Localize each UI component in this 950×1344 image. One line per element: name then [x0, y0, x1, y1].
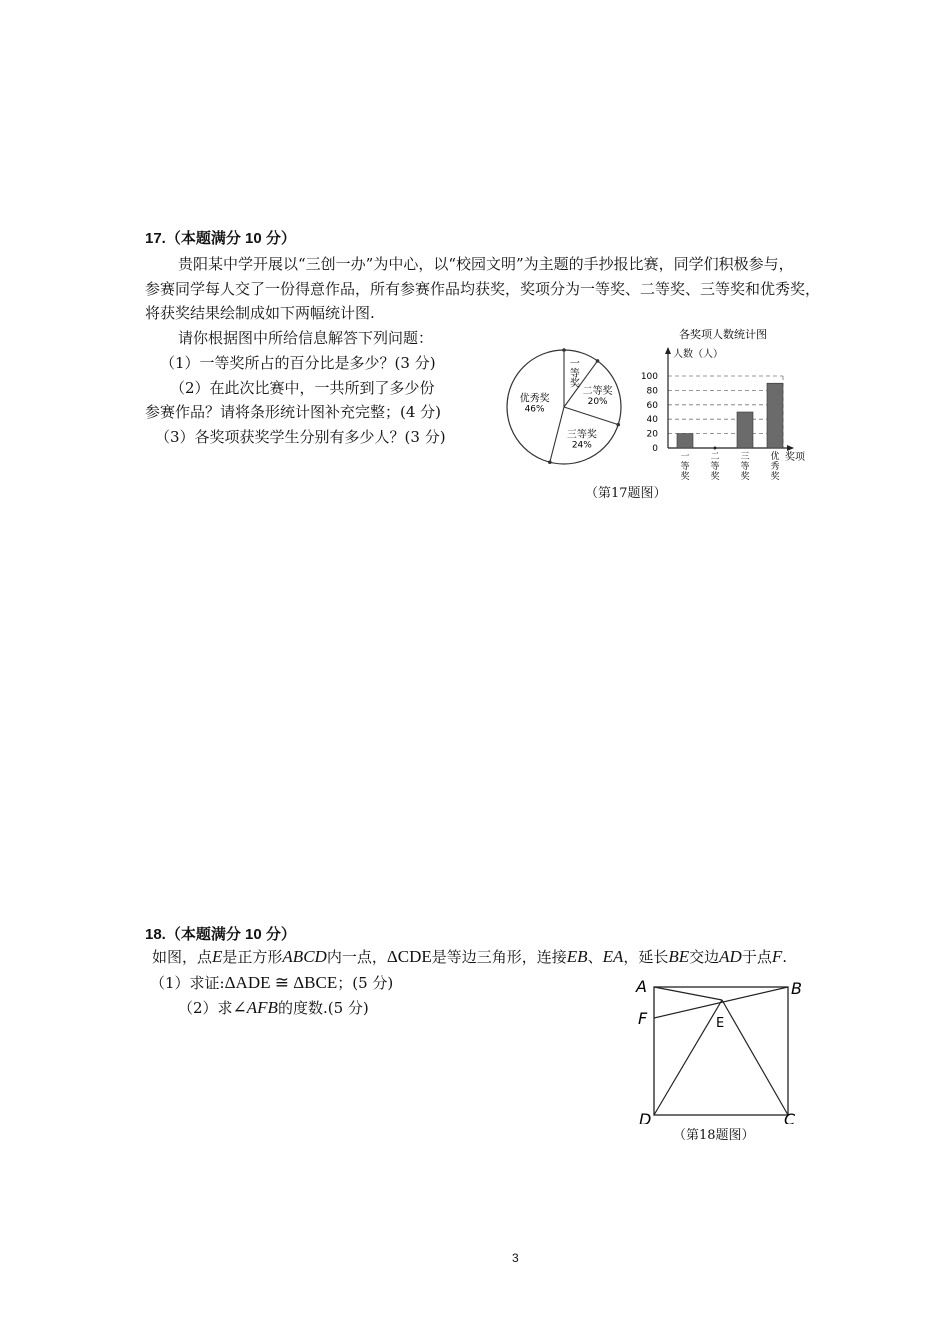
q18-figure — [630, 974, 810, 1124]
q18-intro-text-3: 内一点， — [326, 948, 387, 966]
pie-slice-percent: 24% — [571, 440, 592, 451]
pie-slice-label: 等 — [569, 368, 580, 380]
bar-category-label: 奖 — [740, 472, 750, 482]
q17-intro-line-2: 参赛同学每人交了一份得意作品，所有参赛作品均获奖，奖项分为一等奖、二等奖、三等奖和优秀奖， — [145, 280, 821, 298]
pie-slice-label: 优秀奖 — [519, 393, 550, 405]
bar-ytick-label: 0 — [652, 444, 658, 454]
label-a: A — [636, 977, 647, 996]
bar-chart-title: 各奖项人数统计图 — [679, 328, 767, 341]
q18-segment-eb: EB — [566, 947, 588, 966]
bar-category-label: 一 — [680, 452, 690, 462]
bar-ytick-label: 80 — [646, 386, 658, 397]
pie-slice-dot — [616, 423, 620, 427]
page-number: 3 — [512, 1251, 519, 1265]
pie-slice-dot — [562, 348, 566, 352]
square-abcd — [654, 987, 788, 1115]
bar-category-label: 奖 — [680, 472, 690, 482]
q18-point-f: F — [771, 947, 783, 966]
q18-q1-score: ；(5 分) — [337, 974, 394, 992]
q17-question-2: （2）在此次比赛中，一共所到了多少份 — [170, 379, 435, 397]
bar-category-label: 等 — [680, 462, 690, 472]
bar-category-label: 优 — [770, 452, 780, 462]
bar-category-label: 等 — [740, 462, 750, 472]
q17-question-2-cont: 参赛作品？请将条形统计图补充完整；(4 分) — [145, 403, 442, 421]
q18-question-2 — [178, 997, 369, 1018]
bar-y-axis-arrow — [665, 347, 671, 354]
bar-category-label: 二 — [710, 452, 720, 462]
q18-q1-text: （1）求证: — [150, 974, 225, 992]
bar-4 — [767, 383, 783, 448]
label-f: F — [638, 1009, 648, 1028]
q18-question-1 — [150, 972, 393, 993]
pie-chart — [500, 346, 630, 470]
label-d: D — [639, 1110, 652, 1124]
q17-question-1: （1）一等奖所占的百分比是多少？(3 分) — [160, 354, 436, 372]
segment-ae — [654, 987, 722, 1000]
q18-q1-math: ΔADE ≅ ΔBCE — [224, 973, 338, 992]
q17-intro-line-3: 将获奖结果绘制成如下两幅统计图. — [145, 304, 375, 322]
bar-category-label: 三 — [740, 452, 750, 462]
bar-category-label: 奖 — [770, 472, 780, 482]
q17-intro-line-1: 贵阳某中学开展以“三创一办”为中心，以“校园文明”为主题的手抄报比赛，同学们积极参与， — [178, 255, 794, 273]
bar-ytick-label: 100 — [640, 372, 658, 382]
q18-intro-text-2: 是正方形 — [222, 948, 283, 966]
q18-square-abcd: ABCD — [282, 947, 327, 966]
q17-question-3: （3）各奖项获奖学生分别有多少人？(3 分) — [155, 428, 446, 446]
q18-intro-text-6: 交边 — [689, 948, 720, 966]
segment-bf — [654, 987, 788, 1018]
q18-point-e: E — [212, 947, 223, 966]
q18-intro-sep: 、 — [587, 948, 603, 966]
pie-slice-label: 一 — [569, 358, 580, 370]
bar-ytick-label: 60 — [646, 400, 658, 411]
q18-segment-be: BE — [668, 947, 690, 966]
pie-slice-label: 二等奖 — [582, 386, 613, 398]
bar-chart-ylabel: 人数（人） — [673, 349, 723, 360]
q18-q2-math: ∠AFB — [232, 998, 278, 1017]
bar-missing-marker — [714, 447, 717, 450]
pie-slice-percent: 46% — [524, 404, 545, 415]
q18-segment-ad: AD — [719, 947, 742, 966]
label-b: B — [791, 979, 802, 998]
q18-q2-score: 的度数.(5 分) — [277, 999, 369, 1017]
bar-chart — [625, 324, 815, 482]
bar-x-axis-arrow — [787, 445, 794, 451]
pie-slice-label: 三等奖 — [566, 429, 597, 441]
q18-intro-text-4: 是等边三角形，连接 — [431, 948, 567, 966]
q17-title: 17.（本题满分 10 分） — [145, 230, 296, 247]
bar-ytick-label: 40 — [646, 415, 658, 426]
q17-figure-caption: （第17题图） — [585, 486, 667, 501]
bar-chart-xlabel: 奖项 — [785, 452, 805, 463]
q18-title: 18.（本题满分 10 分） — [145, 926, 296, 943]
bar-category-label: 奖 — [710, 472, 720, 482]
bar-category-label: 等 — [710, 462, 720, 472]
q18-intro — [152, 946, 787, 967]
bar-category-label: 秀 — [770, 462, 780, 472]
pie-slice-label: 奖 — [569, 378, 580, 390]
bar-3 — [737, 412, 753, 448]
q18-figure-caption: （第18题图） — [673, 1128, 755, 1143]
label-e: E — [716, 1016, 725, 1031]
q18-intro-text-7: 于点 — [741, 948, 772, 966]
segment-ce — [722, 1000, 788, 1115]
label-c: C — [784, 1110, 796, 1124]
q18-intro-text-1: 如图，点 — [152, 948, 213, 966]
q17-prompt: 请你根据图中所给信息解答下列问题： — [178, 329, 434, 347]
bar-1 — [677, 434, 693, 448]
q18-segment-ea: EA — [602, 947, 624, 966]
q18-triangle-cde: ΔCDE — [386, 947, 432, 966]
segment-de — [654, 1000, 725, 1115]
pie-slice-dot — [548, 460, 552, 464]
bar-ytick-label: 20 — [646, 429, 658, 440]
pie-slice-percent: 20% — [587, 397, 608, 408]
q18-q2-text: （2）求 — [178, 999, 233, 1017]
q18-intro-end: . — [782, 948, 788, 966]
pie-slice-dot — [596, 359, 600, 363]
q18-intro-text-5: ，延长 — [623, 948, 669, 966]
